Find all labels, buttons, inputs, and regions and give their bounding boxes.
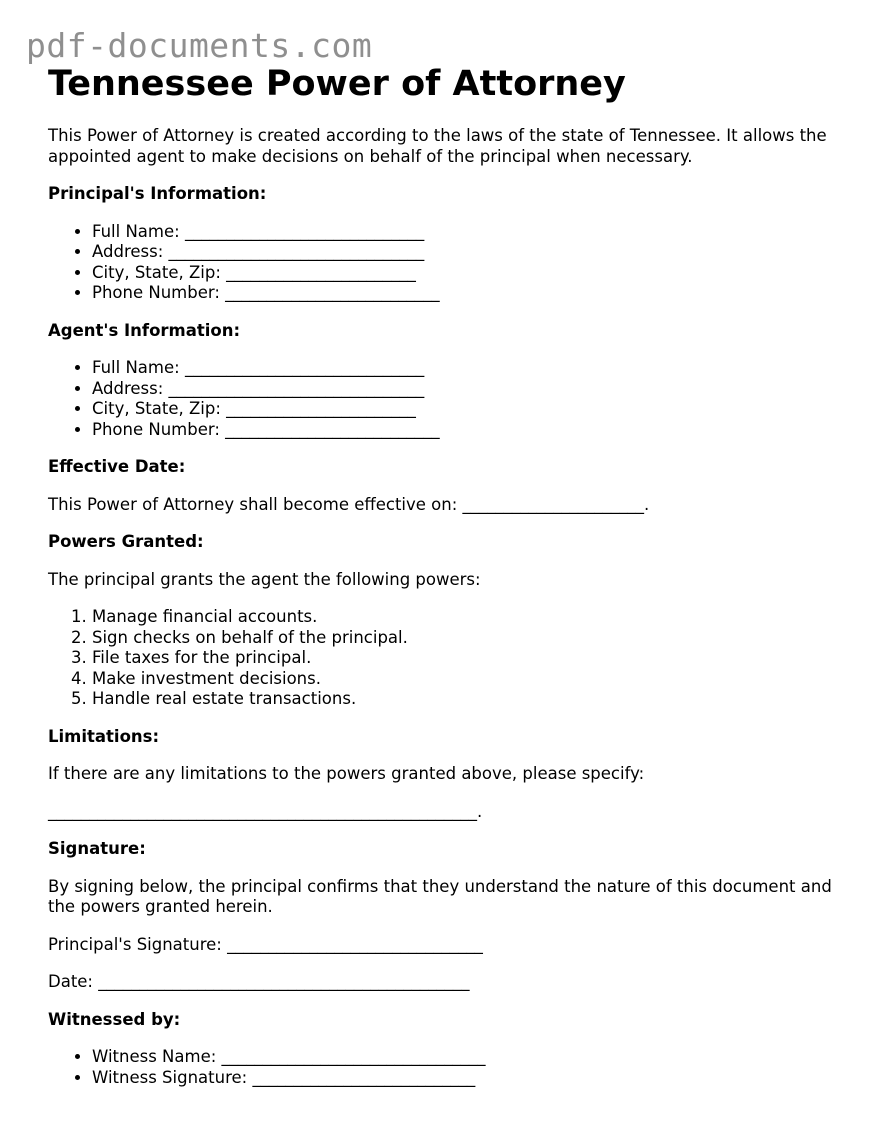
agent-city-state-zip-field: • City, State, Zip: _______________________ — [92, 399, 848, 420]
intro-paragraph: This Power of Attorney is created according to the laws of the state of Tennessee. It allows the appointed agent to make decisions on behalf of the principal when necessary. — [48, 126, 827, 166]
witness-heading: Witnessed by: — [48, 1009, 181, 1029]
powers-list — [48, 607, 848, 710]
limitations-text: If there are any limitations to the powers granted above, please specify: — [48, 764, 645, 783]
powers-heading: Powers Granted: — [48, 532, 204, 551]
power-item: 1. Manage financial accounts. — [92, 607, 848, 628]
principal-full-name-field: • Full Name: _____________________________ — [92, 222, 848, 243]
limitations-heading: Limitations: — [48, 726, 160, 746]
effective-date-heading: Effective Date: — [48, 457, 186, 476]
powers-intro: The principal grants the agent the following powers: — [48, 569, 481, 589]
watermark: pdf-documents.com — [26, 26, 373, 65]
power-item: 3. File taxes for the principal. — [92, 648, 848, 669]
power-item: 2. Sign checks on behalf of the principal. — [92, 628, 848, 649]
agent-address-field: • Address: _______________________________ — [92, 379, 848, 400]
agent-fields-list — [48, 358, 848, 440]
witness-signature-field: • Witness Signature: ___________________________ — [92, 1068, 848, 1089]
power-item: 5. Handle real estate transactions. — [92, 689, 848, 710]
principal-signature-line: Principal's Signature: _______________________________ — [48, 934, 483, 954]
witness-name-field: • Witness Name: ________________________________ — [92, 1047, 848, 1068]
agent-heading: Agent's Information: — [48, 320, 241, 340]
principal-address-field: • Address: _______________________________ — [92, 242, 848, 263]
limitations-blank-line: ____________________________________________________. — [48, 801, 483, 821]
witness-fields-list — [48, 1047, 848, 1088]
agent-phone-field: • Phone Number: __________________________ — [92, 420, 848, 441]
signature-text: By signing below, the principal confirms that they understand the nature of this document and the powers granted herein. — [48, 876, 832, 916]
power-item: 4. Make investment decisions. — [92, 669, 848, 690]
principal-phone-field: • Phone Number: __________________________ — [92, 283, 848, 304]
principal-city-state-zip-field: • City, State, Zip: _______________________ — [92, 263, 848, 284]
signature-date-line: Date: _____________________________________________ — [48, 972, 470, 991]
principal-heading: Principal's Information: — [48, 184, 267, 203]
document-title: Tennessee Power of Attorney — [48, 64, 626, 104]
agent-full-name-field: • Full Name: _____________________________ — [92, 358, 848, 379]
effective-date-line: This Power of Attorney shall become effective on: ______________________. — [48, 494, 650, 514]
document — [48, 62, 848, 1088]
signature-heading: Signature: — [48, 839, 146, 858]
principal-fields-list — [48, 222, 848, 304]
